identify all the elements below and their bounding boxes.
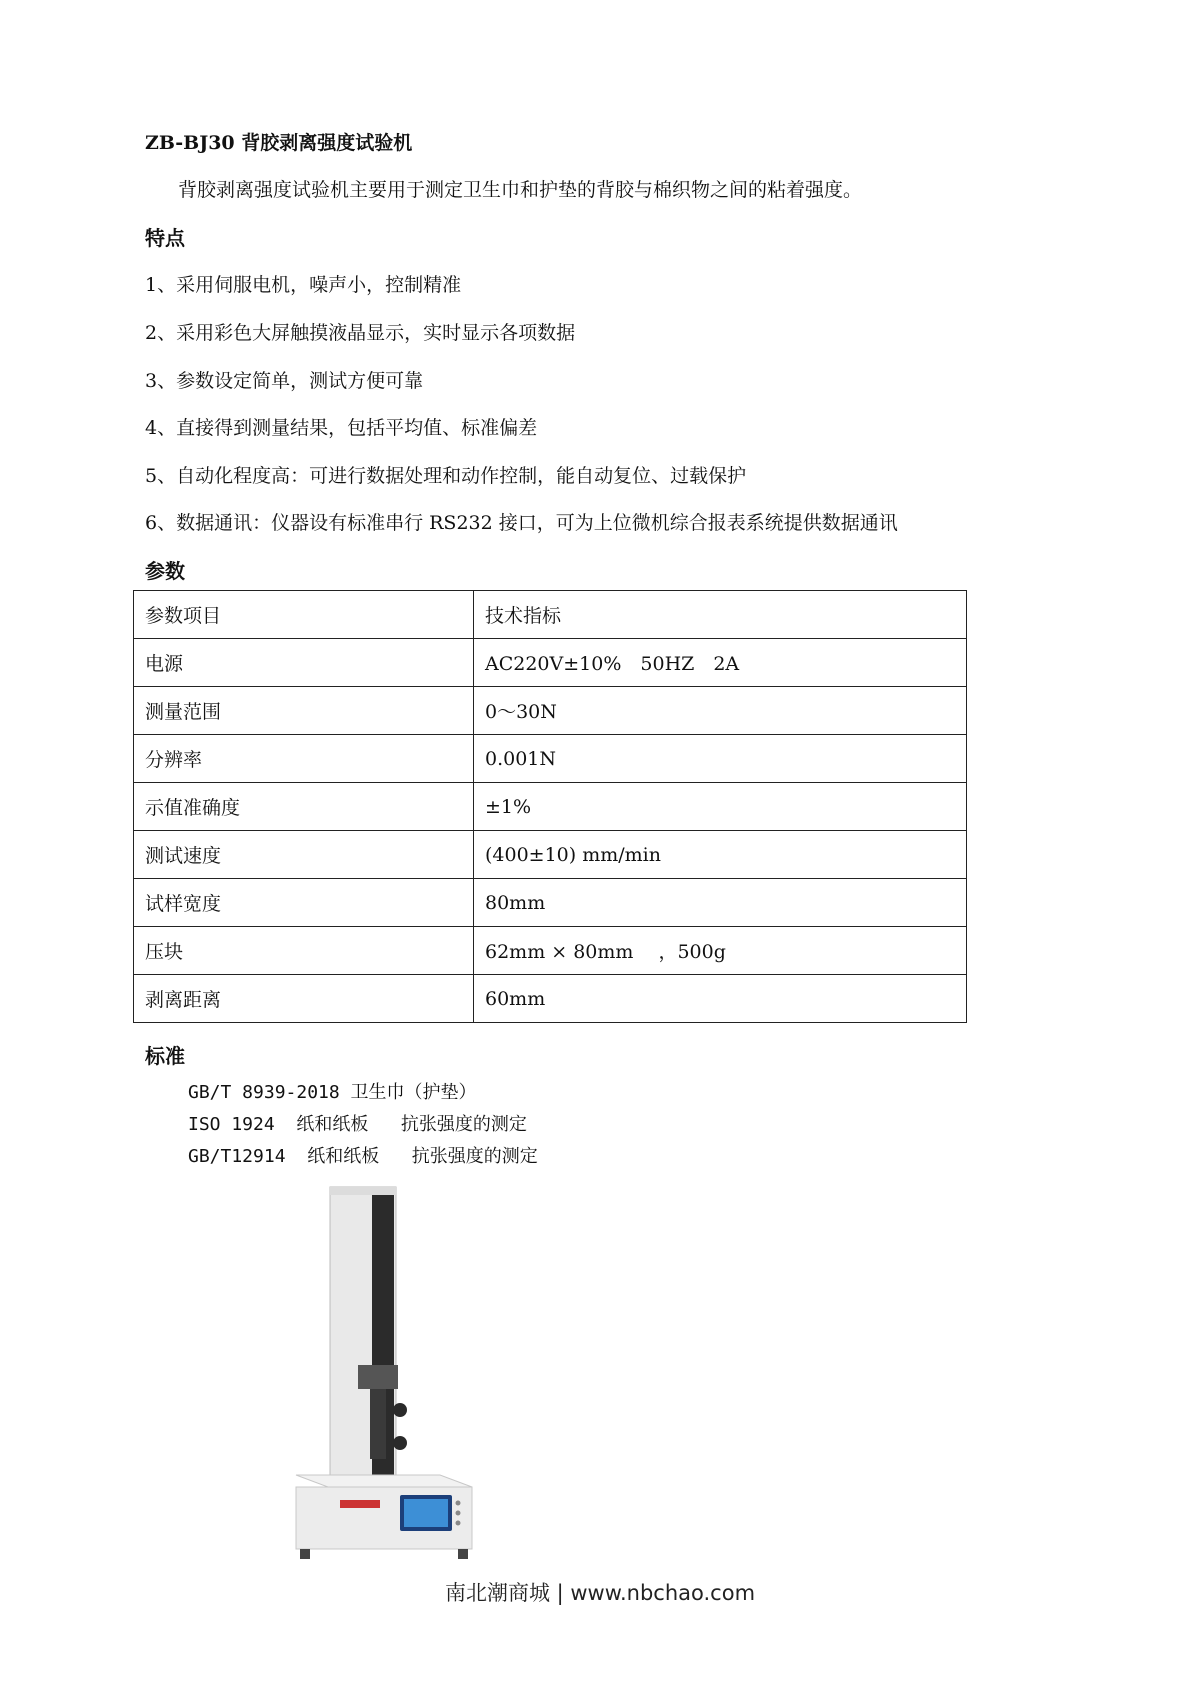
table-row — [134, 687, 967, 735]
feature-item: 3、参数设定简单，测试方便可靠 — [145, 370, 424, 392]
param-name: 试样宽度 — [134, 879, 474, 927]
param-value: 80mm — [474, 879, 967, 927]
param-name: 示值准确度 — [134, 783, 474, 831]
standard-item: GB/T 8939-2018 卫生巾（护垫） — [188, 1082, 477, 1103]
feature-item: 5、自动化程度高：可进行数据处理和动作控制，能自动复位、过载保护 — [145, 465, 747, 487]
product-photo — [290, 1185, 490, 1575]
table-row — [134, 783, 967, 831]
param-name: 电源 — [134, 639, 474, 687]
param-value: 60mm — [474, 975, 967, 1023]
param-name: 测量范围 — [134, 687, 474, 735]
param-name: 分辨率 — [134, 735, 474, 783]
params-table — [133, 590, 967, 1023]
param-value: ±1% — [474, 783, 967, 831]
footer-watermark: 南北潮商城 | www.nbchao.com — [444, 1581, 756, 1605]
param-value: 0～30N — [474, 687, 967, 735]
standards-heading: 标准 — [145, 1044, 185, 1068]
standard-item: GB/T12914 纸和纸板 抗张强度的测定 — [188, 1146, 538, 1167]
param-value: (400±10) mm/min — [474, 831, 967, 879]
param-value: 62mm × 80mm ，500g — [474, 927, 967, 975]
standard-item: ISO 1924 纸和纸板 抗张强度的测定 — [188, 1114, 527, 1135]
param-name: 压块 — [134, 927, 474, 975]
feature-item: 6、数据通讯：仪器设有标准串行 RS232 接口，可为上位微机综合报表系统提供数据通讯 — [145, 512, 898, 534]
param-name: 测试速度 — [134, 831, 474, 879]
table-row — [134, 927, 967, 975]
document-title: ZB-BJ30 背胶剥离强度试验机 — [145, 132, 413, 154]
table-header-cell: 参数项目 — [134, 591, 474, 639]
table-row — [134, 735, 967, 783]
features-heading: 特点 — [145, 226, 185, 250]
intro-paragraph: 背胶剥离强度试验机主要用于测定卫生巾和护垫的背胶与棉织物之间的粘着强度。 — [178, 179, 863, 201]
table-header-cell: 技术指标 — [474, 591, 967, 639]
param-name: 剥离距离 — [134, 975, 474, 1023]
params-heading: 参数 — [145, 559, 185, 583]
param-value: AC220V±10% 50HZ 2A — [474, 639, 967, 687]
table-row — [134, 975, 967, 1023]
table-header-row — [134, 591, 967, 639]
table-row — [134, 639, 967, 687]
table-row — [134, 879, 967, 927]
feature-item: 2、采用彩色大屏触摸液晶显示，实时显示各项数据 — [145, 322, 576, 344]
param-value: 0.001N — [474, 735, 967, 783]
feature-item: 1、采用伺服电机，噪声小，控制精准 — [145, 274, 462, 296]
table-row — [134, 831, 967, 879]
feature-item: 4、直接得到测量结果，包括平均值、标准偏差 — [145, 417, 538, 439]
